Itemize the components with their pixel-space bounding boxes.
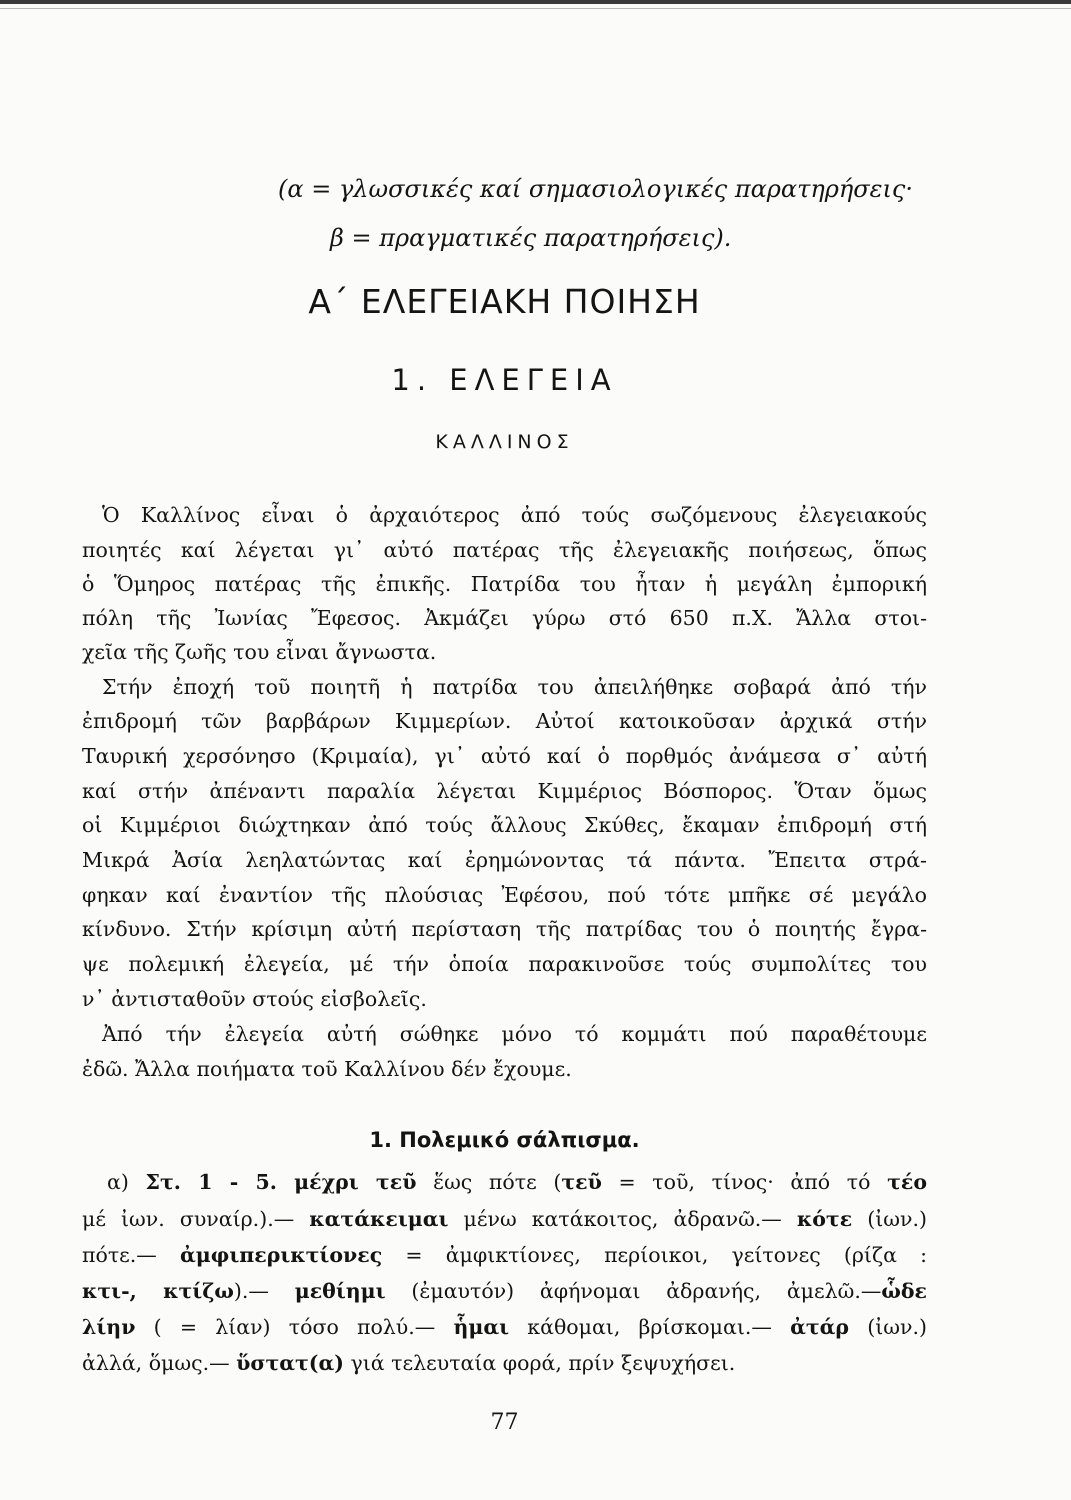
- intro-line: ἐπιδρομή τῶν βαρβάρων Κιμμερίων. Αὐτοί κατοικοῦσαν ἀρχικά στήν: [82, 709, 927, 733]
- note-text: ἕως πότε (: [416, 1170, 562, 1194]
- note-line: [82, 1312, 927, 1342]
- note-term: ὧδε: [881, 1279, 927, 1303]
- note-text: (ἰων.): [852, 1207, 927, 1231]
- note-label: α): [107, 1170, 146, 1194]
- intro-line: χεῖα τῆς ζωῆς του εἶναι ἄγνωστα.: [82, 640, 437, 664]
- note-text: γιά τελευταία φορά, πρίν ξεψυχήσει.: [344, 1351, 736, 1375]
- note-term: κατάκειμαι: [309, 1207, 449, 1231]
- note-text: ἀλλά, ὅμως.—: [82, 1351, 237, 1375]
- note-term: ἀμφιπερικτίονες: [179, 1243, 383, 1267]
- scan-top-edge: [0, 0, 1071, 4]
- intro-line: ν᾿ ἀντισταθοῦν στούς εἰσβολεῖς.: [82, 987, 427, 1011]
- note-text: μένω κατάκοιτος, ἀδρανῶ.—: [448, 1207, 797, 1231]
- note-line: [82, 1240, 927, 1270]
- intro-line: κίνδυνο. Στήν κρίσιμη αὐτή περίσταση τῆς πατρίδας του ὁ ποιητής ἔγρα-: [82, 917, 927, 941]
- part-title: Α΄ ΕΛΕΓΕΙΑΚΗ ΠΟΙΗΣΗ: [308, 282, 701, 321]
- note-term: μεθίημι: [294, 1279, 386, 1303]
- legend-line-2: β = πραγματικές παρατηρήσεις).: [330, 224, 732, 252]
- intro-line: ψε πολεμική ἐλεγεία, μέ τήν ὁποία παρακινοῦσε τούς συμπολίτες του: [82, 952, 927, 976]
- intro-line: Μικρά Ἀσία λεηλατώντας καί ἐρημώνοντας τά πάντα. Ἔπειτα στρά-: [82, 848, 927, 872]
- note-text: = τοῦ, τίνος· ἀπό τό: [601, 1170, 888, 1194]
- note-term: λίην: [82, 1315, 136, 1339]
- note-line: [82, 1348, 927, 1378]
- intro-line: Στήν ἐποχή τοῦ ποιητῆ ἡ πατρίδα του ἀπειλήθηκε σοβαρά ἀπό τήν: [102, 675, 927, 699]
- intro-line: φηκαν καί ἐναντίον τῆς πλούσιας Ἐφέσου, πού τότε μπῆκε σέ μεγάλο: [82, 883, 927, 907]
- intro-line: ποιητές καί λέγεται γι᾿ αὐτό πατέρας τῆς ἐλεγειακῆς ποιήσεως, ὅπως: [82, 538, 927, 562]
- chapter-title: 1. ΕΛΕΓΕΙΑ: [391, 363, 618, 397]
- note-term: τεῦ: [561, 1170, 602, 1194]
- note-text: μέ ἰων. συναίρ.).—: [82, 1207, 310, 1231]
- note-text: (ἰων.): [849, 1315, 927, 1339]
- note-text: ( = λίαν) τόσο πολύ.—: [135, 1315, 454, 1339]
- note-term: ὕστατ(α): [236, 1351, 344, 1375]
- note-text: πότε.—: [82, 1243, 180, 1267]
- note-term: κότε: [796, 1207, 853, 1231]
- note-text: ).—: [233, 1279, 295, 1303]
- note-line: [107, 1167, 927, 1197]
- note-text: (ἐμαυτόν) ἀφήνομαι ἀδρανής, ἀμελῶ.—: [385, 1279, 882, 1303]
- intro-line: οἱ Κιμμέριοι διώχτηκαν ἀπό τούς ἄλλους Σκύθες, ἔκαμαν ἐπιδρομή στή: [82, 813, 927, 837]
- scan-top-edge-line: [0, 8, 1071, 9]
- intro-line: Ἀπό τήν ἐλεγεία αὐτή σώθηκε μόνο τό κομμάτι πού παραθέτουμε: [102, 1022, 927, 1046]
- note-term: ἀτάρ: [790, 1315, 850, 1339]
- note-text: κάθομαι, βρίσκομαι.—: [509, 1315, 791, 1339]
- note-term: ἧμαι: [453, 1315, 510, 1339]
- intro-line: πόλη τῆς Ἰωνίας Ἔφεσος. Ἀκμάζει γύρω στό 650 π.Χ. Ἄλλα στοι-: [82, 606, 927, 630]
- intro-line: Ταυρική χερσόνησο (Κριμαία), γι᾿ αὐτό καί ὁ πορθμός ἀνάμεσα σ᾿ αὐτή: [82, 744, 927, 768]
- note-term: κτι-, κτίζω: [82, 1279, 234, 1303]
- intro-line: καί στήν ἀπέναντι παραλία λέγεται Κιμμέριος Βόσπορος. Ὅταν ὅμως: [82, 779, 927, 803]
- note-term: τέο: [887, 1170, 928, 1194]
- author-name: ΚΑΛΛΙΝΟΣ: [435, 431, 574, 453]
- page-number: 77: [490, 1410, 519, 1435]
- intro-line: ὁ Ὅμηρος πατέρας τῆς ἐπικῆς. Πατρίδα του ἦταν ἡ μεγάλη ἐμπορική: [82, 572, 927, 596]
- legend-line-1: (α = γλωσσικές καί σημασιολογικές παρατηρήσεις·: [278, 175, 914, 203]
- note-text: = ἀμφικτίονες, περίοικοι, γείτονες (ρίζα :: [382, 1243, 928, 1267]
- intro-line: ἐδῶ. Ἄλλα ποιήματα τοῦ Καλλίνου δέν ἔχουμε.: [82, 1057, 572, 1081]
- intro-line: Ὁ Καλλίνος εἶναι ὁ ἀρχαιότερος ἀπό τούς σωζόμενους ἐλεγειακούς: [102, 503, 927, 527]
- section-heading: 1. Πολεμικό σάλπισμα.: [369, 1128, 640, 1152]
- note-line: [82, 1276, 927, 1306]
- note-term: Στ. 1 - 5. μέχρι τεῦ: [145, 1170, 417, 1194]
- note-line: [82, 1204, 927, 1234]
